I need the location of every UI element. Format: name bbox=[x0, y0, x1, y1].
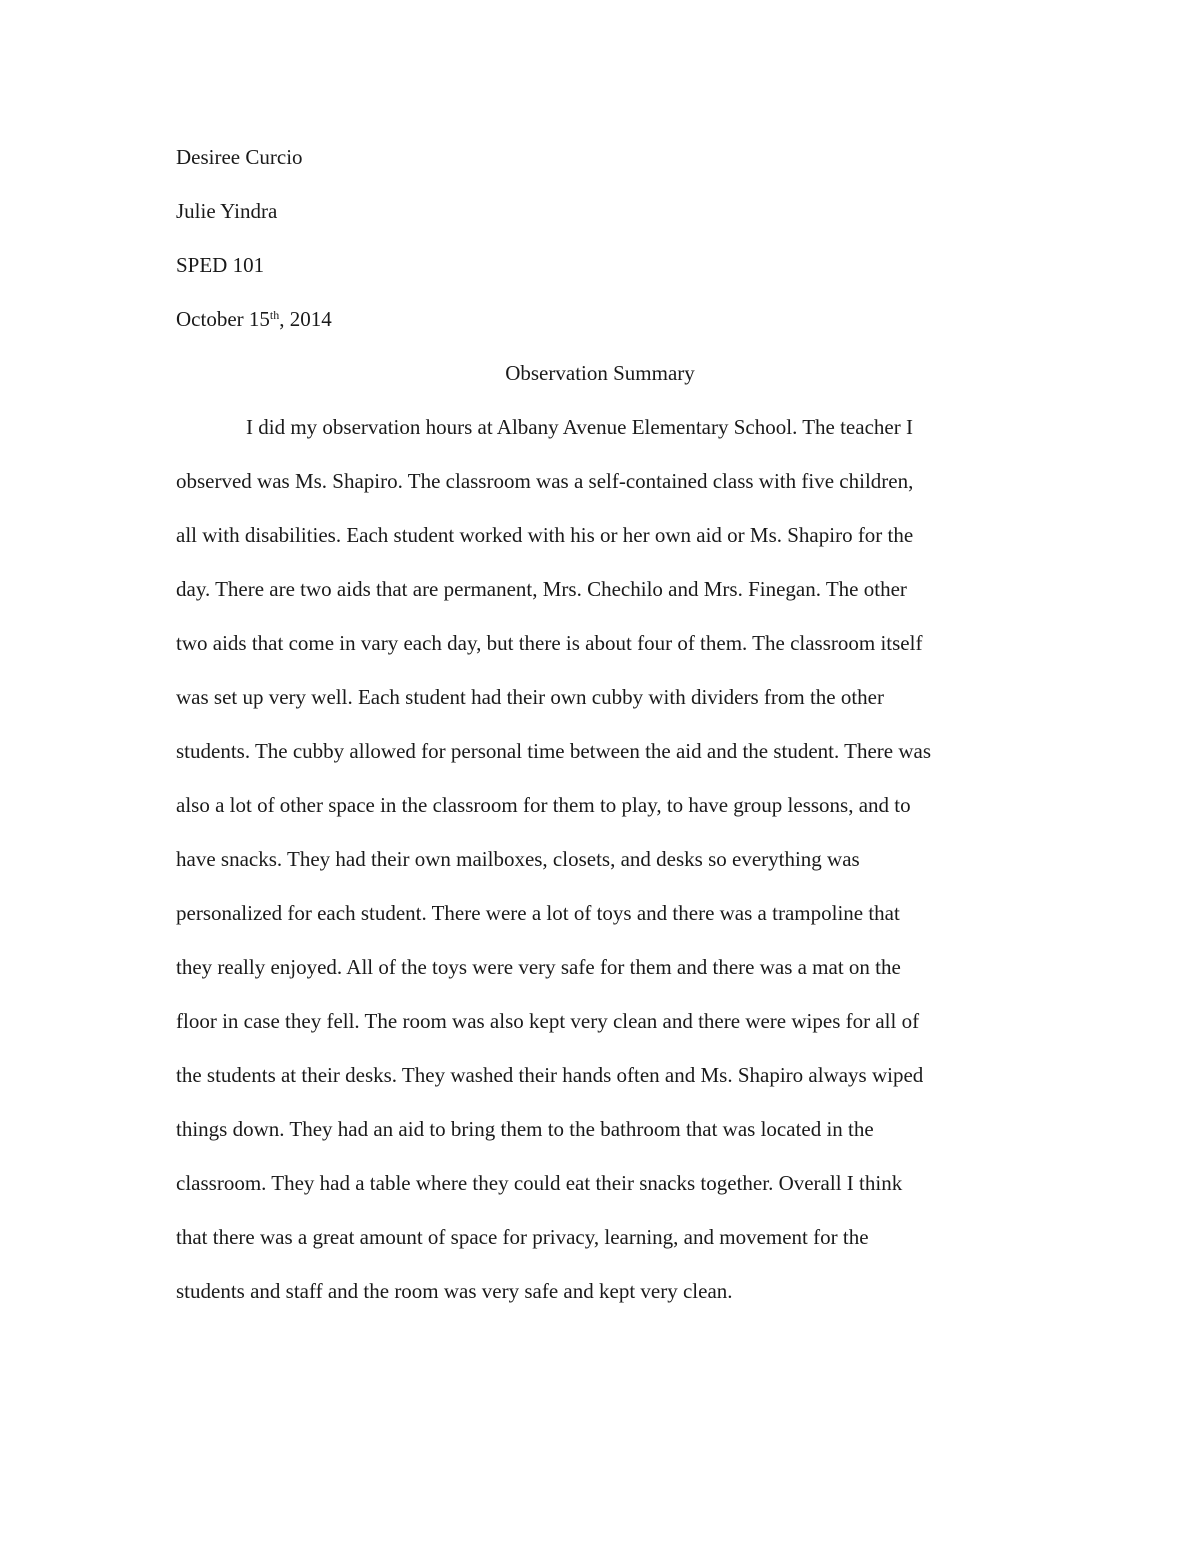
paragraph-line: two aids that come in vary each day, but there is about four of them. The classroom itself bbox=[176, 631, 923, 655]
paragraph-line: personalized for each student. There were a lot of toys and there was a trampoline that bbox=[176, 901, 900, 925]
date-prefix: October 15 bbox=[176, 307, 270, 331]
paragraph-line: all with disabilities. Each student worked with his or her own aid or Ms. Shapiro for the bbox=[176, 523, 914, 547]
date-superscript: th bbox=[269, 308, 280, 322]
paragraph-line: observed was Ms. Shapiro. The classroom was a self-contained class with five children, bbox=[176, 469, 914, 493]
date-year: , 2014 bbox=[279, 307, 332, 331]
instructor-name: Julie Yindra bbox=[176, 199, 278, 223]
course-name: SPED 101 bbox=[176, 253, 265, 277]
paragraph-line: day. There are two aids that are permanent, Mrs. Chechilo and Mrs. Finegan. The other bbox=[176, 577, 907, 601]
paragraph-line: also a lot of other space in the classroom for them to play, to have group lessons, and to bbox=[176, 793, 911, 817]
paragraph-line: students and staff and the room was very safe and kept very clean. bbox=[176, 1279, 733, 1303]
paragraph-line: have snacks. They had their own mailboxes, closets, and desks so everything was bbox=[176, 847, 860, 871]
page-title: Observation Summary bbox=[505, 361, 695, 385]
date-line bbox=[176, 307, 332, 331]
paragraph-line: floor in case they fell. The room was also kept very clean and there were wipes for all of bbox=[176, 1009, 920, 1033]
paragraph-line: was set up very well. Each student had their own cubby with dividers from the other bbox=[176, 685, 884, 709]
paragraph-line: that there was a great amount of space for privacy, learning, and movement for the bbox=[176, 1225, 869, 1249]
student-name: Desiree Curcio bbox=[176, 145, 303, 169]
paragraph-line: classroom. They had a table where they could eat their snacks together. Overall I think bbox=[176, 1171, 903, 1195]
paragraph-line: the students at their desks. They washed their hands often and Ms. Shapiro always wiped bbox=[176, 1063, 924, 1087]
paragraph-line: I did my observation hours at Albany Avenue Elementary School. The teacher I bbox=[246, 415, 913, 439]
paragraph-line: they really enjoyed. All of the toys were very safe for them and there was a mat on the bbox=[176, 955, 901, 979]
paragraph-line: things down. They had an aid to bring them to the bathroom that was located in the bbox=[176, 1117, 874, 1141]
paragraph-line: students. The cubby allowed for personal time between the aid and the student. There was bbox=[176, 739, 932, 763]
